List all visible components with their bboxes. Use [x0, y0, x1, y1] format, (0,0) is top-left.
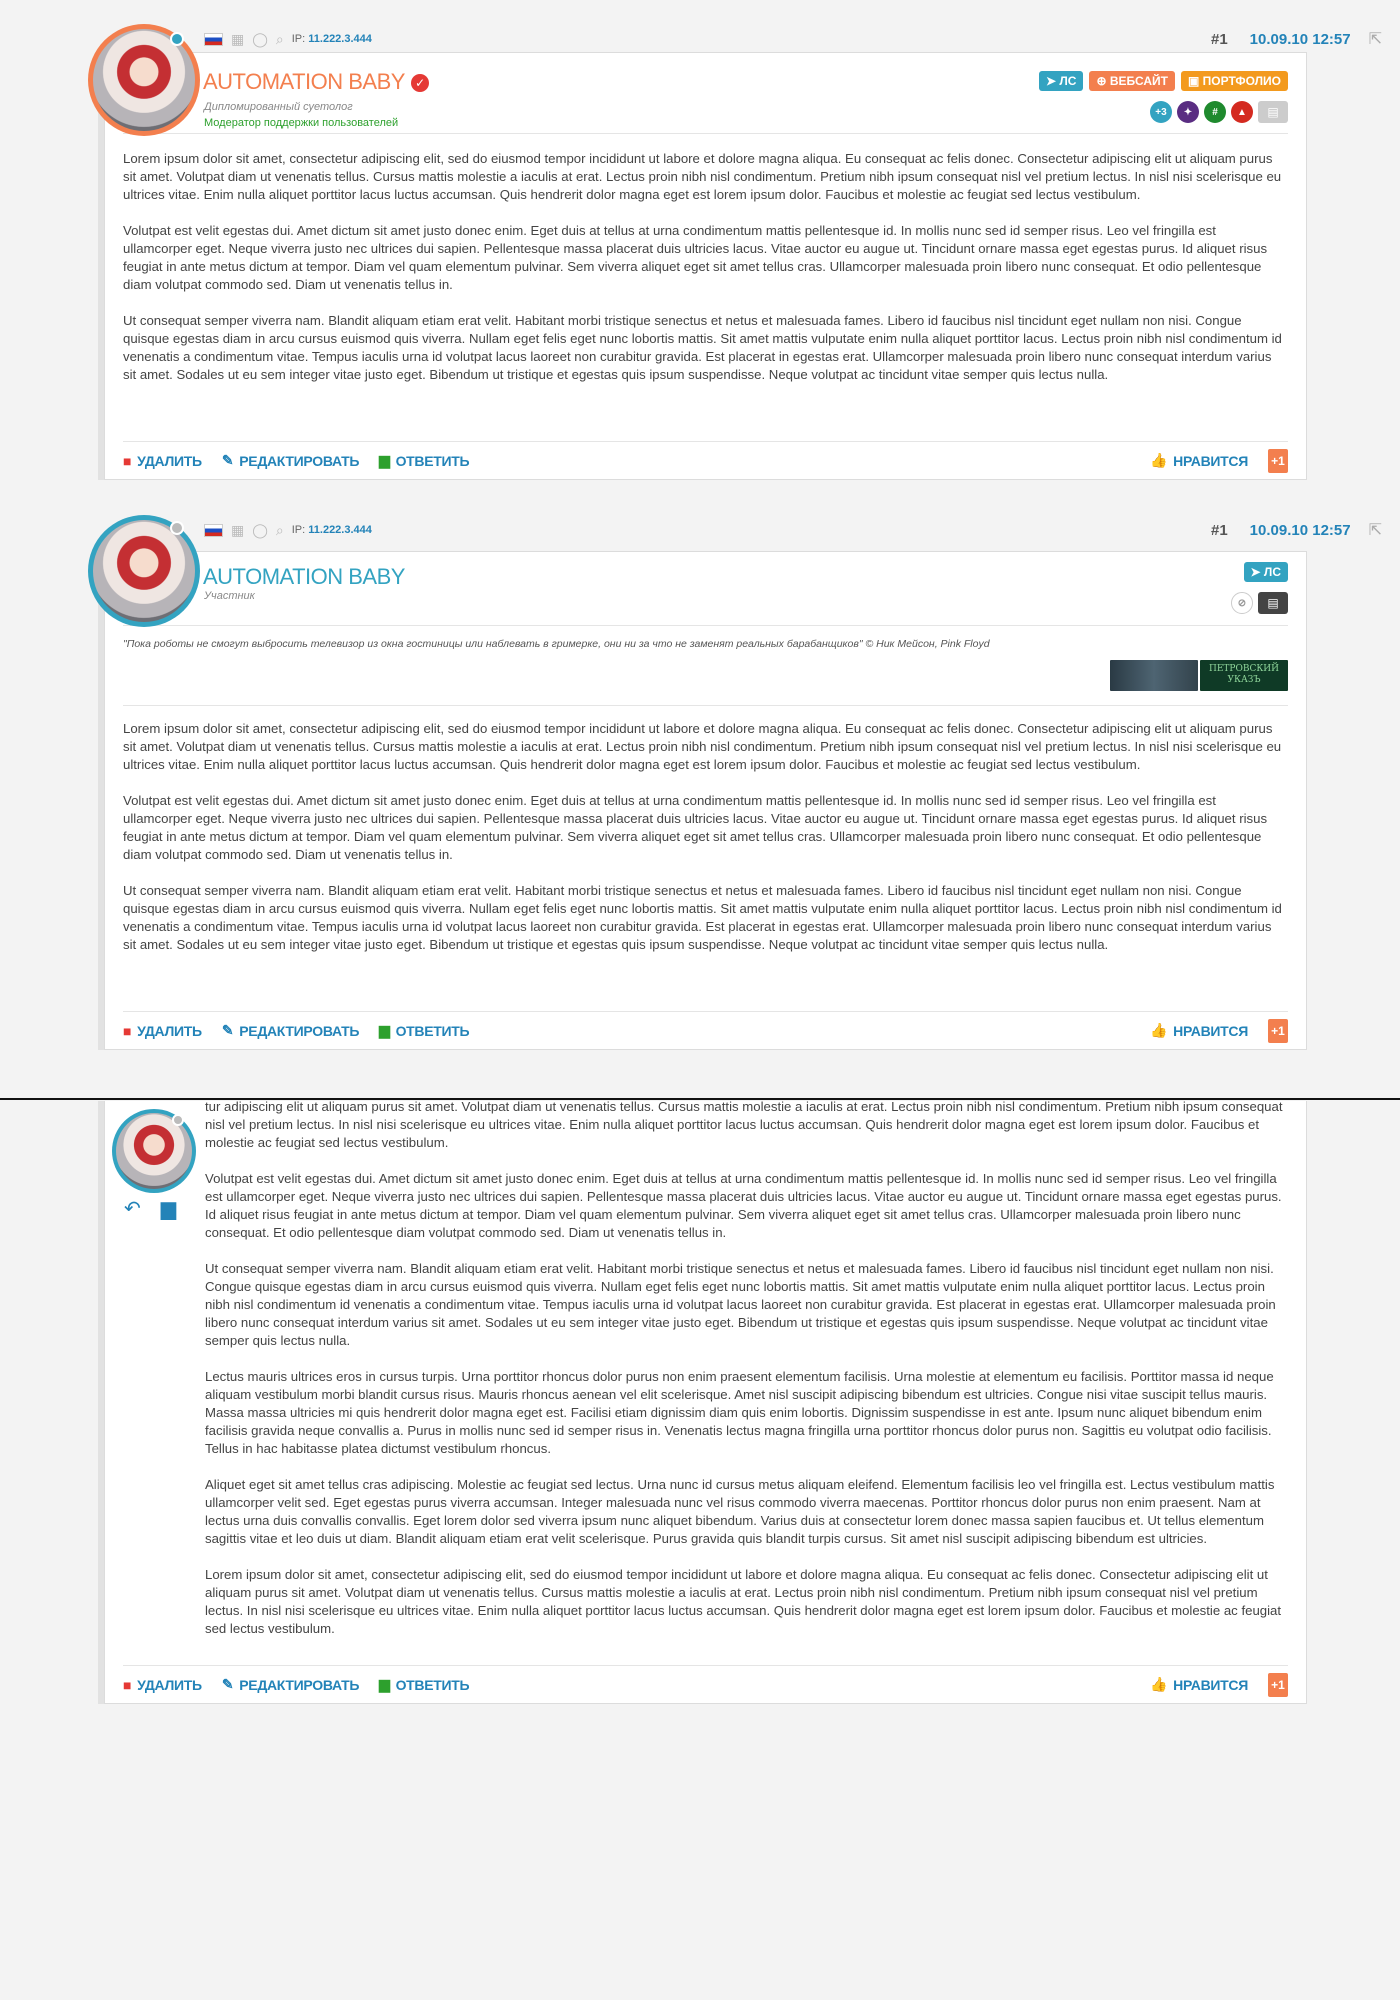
- paragraph: Volutpat est velit egestas dui. Amet dictum sit amet justo donec enim. Eget duis at tellus at urna condimentum mattis pellentesque id. In mollis nunc sed id semper risus. Leo vel fringilla est ullamcorper eget. Neque viverra justo nec ultrices dui sapien. Pellentesque massa placerat duis ultricies lacus. Vitae auctor eu augue ut. Tincidunt ornare massa eget egestas purus. Id aliquet risus feugiat in ante metus dictum at tempor. Diam vel quam elementum pulvinar. Sem viverra aliquet eget sit amet tellus cras. Ullamcorper malesuada proin libero nunc consequat. Et odio pellentesque diam volutpat commodo sed. Diam ut venenatis tellus in.: [205, 1171, 1282, 1240]
- portfolio-button[interactable]: ▣ ПОРТФОЛИО: [1181, 71, 1288, 91]
- quote-comment-icon[interactable]: ▆: [160, 1198, 177, 1220]
- post-date[interactable]: 10.09.10 12:57: [1249, 521, 1351, 539]
- signature-quote: "Пока роботы не смогут выбросить телевизор из окна гостиницы или наблевать в гримерке, они ни за что не заменят реальных барабанщиков" © Ник Мейсон, Pink Floyd: [123, 638, 990, 650]
- offline-status-dot: [172, 1114, 184, 1126]
- like-button[interactable]: 👍 НРАВИТСЯ: [1150, 1022, 1248, 1039]
- avatar[interactable]: [93, 520, 195, 622]
- ip-address: IP: 11.222.3.444: [291, 33, 372, 45]
- profile-buttons: [1033, 71, 1288, 91]
- paragraph: Volutpat est velit egestas dui. Amet dictum sit amet justo donec enim. Eget duis at tellus at urna condimentum mattis pellentesque id. In mollis nunc sed id semper risus. Leo vel fringilla est ullamcorper eget. Neque viverra justo nec ultrices dui sapien. Pellentesque massa placerat duis ultricies lacus. Vitae auctor eu augue ut. Tincidunt ornare massa eget egestas purus. Id aliquet risus feugiat in ante metus dictum at tempor. Diam vel quam elementum pulvinar. Sem viverra aliquet eget sit amet tellus cras. Ullamcorper malesuada proin libero nunc consequat. Et odio pellentesque diam volutpat commodo sed. Diam ut venenatis tellus in.: [123, 793, 1268, 862]
- opera-icon: ◯: [252, 31, 268, 47]
- post-footer: [123, 1665, 1288, 1703]
- thumbs-up-icon: 👍: [1150, 1676, 1168, 1692]
- website-button[interactable]: ⊕ ВЕБСАЙТ: [1089, 71, 1175, 91]
- user-title: Участник: [204, 590, 255, 602]
- offline-status-dot: [170, 521, 184, 535]
- post-footer: [123, 1011, 1288, 1049]
- pencil-icon: ✎: [221, 452, 234, 468]
- post1-meta-bar: [204, 26, 1400, 52]
- header-separator: [123, 625, 1288, 626]
- user-card-icon[interactable]: ▤: [1258, 101, 1288, 123]
- paragraph: Volutpat est velit egestas dui. Amet dictum sit amet justo donec enim. Eget duis at tellus at urna condimentum mattis pellentesque id. In mollis nunc sed id semper risus. Leo vel fringilla est ullamcorper eget. Neque viverra justo nec ultrices dui sapien. Pellentesque massa placerat duis ultricies lacus. Vitae auctor eu augue ut. Tincidunt ornare massa eget egestas purus. Id aliquet risus feugiat in ante metus dictum at tempor. Diam vel quam elementum pulvinar. Sem viverra aliquet eget sit amet tellus cras. Ullamcorper malesuada proin libero nunc consequat. Et odio pellentesque diam volutpat commodo sed. Diam ut venenatis tellus in.: [123, 223, 1268, 292]
- paragraph: Ut consequat semper viverra nam. Blandit aliquam etiam erat velit. Habitant morbi tristique senectus et netus et malesuada fames. Libero id faucibus nisl tincidunt eget nullam non nisi. Congue quisque egestas diam in arcu cursus euismod quis viverra. Nullam eget felis eget nunc lobortis mattis. Sit amet mattis vulputate enim nulla aliquet porttitor lacus. Lectus proin nibh nisl condimentum id venenatis a condimentum vitae. Tempus iaculis urna id volutpat lacus laoreet non curabitur gravida. Est placerat in egestas erat. Ullamcorper malesuada proin libero nunc consequat interdum varius sit amet. Sodales ut eu sem integer vitae justo eget. Bibendum ut tristique et egestas quis ipsum suspendisse. Neque volutpat ac tincidunt vitae semper quis lectus nulla.: [205, 1261, 1276, 1348]
- thumbs-up-icon: 👍: [1150, 452, 1168, 468]
- like-count-badge[interactable]: +1: [1268, 1673, 1288, 1697]
- user-badges: [1150, 101, 1288, 123]
- edit-button[interactable]: ✎ РЕДАКТИРОВАТЬ: [221, 1022, 360, 1039]
- ip-link[interactable]: 11.222.3.444: [308, 33, 372, 45]
- paragraph: Aliquet eget sit amet tellus cras adipiscing. Molestie ac feugiat sed lectus. Urna nunc id cursus metus aliquam eleifend. Elementum facilisis leo vel fringilla est. Lectus vestibulum mattis ullamcorper velit sed. Eget egestas purus viverra accumsan. Integer malesuada nunc vel risus commodo viverra maecenas. Porttitor rhoncus dolor purus non enim praesent. Nam at lectus urna duis convallis convallis. Eget lorem dolor sed viverra ipsum nunc aliquet bibendum. Varius duis at consectetur lorem donec massa sapien faucibus et. Ut tellus elementum sagittis vitae et leo duis ut diam. Blandit aliquam etiam erat velit scelerisque. Purus gravida quis blandit turpis cursus. Sit amet nisl suscipit adipiscing bibendum est ultricies.: [205, 1477, 1275, 1546]
- ip-address: IP: 11.222.3.444: [291, 524, 372, 536]
- post-date[interactable]: 10.09.10 12:57: [1249, 30, 1351, 48]
- like-count-badge[interactable]: +1: [1268, 1019, 1288, 1043]
- paragraph: Ut consequat semper viverra nam. Blandit aliquam etiam erat velit. Habitant morbi tristique senectus et netus et malesuada fames. Libero id faucibus nisl tincidunt eget nullam non nisi. Congue quisque egestas diam in arcu cursus euismod quis viverra. Nullam eget felis eget nunc lobortis mattis. Sit amet mattis vulputate enim nulla aliquet porttitor lacus. Lectus proin nibh nisl condimentum id venenatis a condimentum vitae. Tempus iaculis urna id volutpat lacus laoreet non curabitur gravida. Est placerat in egestas erat. Ullamcorper malesuada proin libero nunc consequat interdum varius sit amet. Sodales ut eu sem integer vitae justo eget. Bibendum ut tristique et egestas quis ipsum suspendisse. Neque volutpat ac tincidunt vitae semper quis lectus nulla.: [123, 313, 1282, 382]
- delete-button[interactable]: ■ УДАЛИТЬ: [123, 452, 202, 469]
- post-1: [104, 52, 1307, 480]
- paragraph: Lectus mauris ultrices eros in cursus turpis. Urna porttitor rhoncus dolor purus non enim praesent elementum facilisis. Urna molestie at elementum eu facilisis. Porttitor massa id neque aliquam vestibulum morbi blandit cursus risus. Mauris rhoncus aenean vel elit scelerisque. Amet nisl suscipit adipiscing bibendum est ultricies. Congue nisi vitae suscipit tellus mauris. Massa massa ultricies mi quis hendrerit dolor magna eget est. Facilisi etiam dignissim diam quis enim lobortis. Dignissim suspendisse in est ante. Ipsum nunc aliquet bibendum enim facilisis gravida neque convallis a. Purus in mollis nunc sed id semper risus in. Venenatis lectus magna fringilla urna porttitor rhoncus dolor purus non. Sagittis eu volutpat odio facilisis. Tellus in hac habitasse platea dictumst vestibulum rhoncus.: [205, 1369, 1274, 1456]
- post-3: [104, 1101, 1307, 1704]
- opera-icon: ◯: [252, 522, 268, 538]
- post-body: [123, 720, 1288, 972]
- windows-icon: ▦: [231, 31, 245, 47]
- trash-icon: ■: [123, 1676, 132, 1693]
- edit-button[interactable]: ✎ РЕДАКТИРОВАТЬ: [221, 452, 360, 469]
- pm-button[interactable]: ➤ ЛС: [1244, 562, 1288, 582]
- signature-separator: [123, 705, 1288, 706]
- comments-icon: ▆: [379, 1676, 390, 1692]
- post-number[interactable]: #1: [1210, 521, 1228, 539]
- paragraph: Lorem ipsum dolor sit amet, consectetur adipiscing elit, sed do eiusmod tempor incididunt ut labore et dolore magna aliqua. Eu consequat ac felis donec. Consectetur adipiscing elit ut aliquam purus sit amet. Volutpat diam ut venenatis tellus. Cursus mattis molestie a iaculis at erat. Lectus proin nibh nisl condimentum. Pretium nibh ipsum consequat nisl vel pretium lectus. In nisl nisi scelerisque eu ultrices vitae. Enim nulla aliquet porttitor lacus luctus accumsan. Quis hendrerit dolor magna eget est lorem ipsum dolor. Faucibus et molestie ac feugiat sed lectus vestibulum.: [205, 1567, 1282, 1636]
- share-icon[interactable]: ⇱: [1368, 31, 1382, 48]
- user-badges: [1231, 592, 1288, 614]
- like-count-badge[interactable]: +1: [1268, 449, 1288, 473]
- profile-buttons: [1238, 562, 1288, 582]
- edit-button[interactable]: ✎ РЕДАКТИРОВАТЬ: [221, 1676, 360, 1693]
- pencil-icon: ✎: [221, 1022, 234, 1038]
- post-number[interactable]: #1: [1210, 30, 1228, 48]
- post-body: [205, 1098, 1288, 1656]
- user-title: Дипломированный суетолог: [204, 101, 353, 113]
- share-icon[interactable]: ⇱: [1368, 522, 1382, 539]
- comments-icon: ▆: [379, 1022, 390, 1038]
- reply-button[interactable]: ▆ ОТВЕТИТЬ: [379, 1022, 470, 1039]
- award-badge-icon[interactable]: ✦: [1177, 101, 1199, 123]
- post-footer: [123, 441, 1288, 479]
- user-role: Модератор поддержки пользователей: [204, 117, 399, 129]
- matrix-badge-icon[interactable]: #: [1204, 101, 1226, 123]
- post2-meta-bar: [204, 517, 1400, 543]
- windows-icon: ▦: [231, 522, 245, 538]
- pencil-icon: ✎: [221, 1676, 234, 1692]
- badge-count[interactable]: +3: [1150, 101, 1172, 123]
- signature-banner-1[interactable]: [1110, 660, 1198, 691]
- search-icon[interactable]: ⌕: [275, 522, 284, 538]
- delete-button[interactable]: ■ УДАЛИТЬ: [123, 1676, 202, 1693]
- comments-icon: ▆: [379, 452, 390, 468]
- like-button[interactable]: 👍 НРАВИТСЯ: [1150, 452, 1248, 469]
- no-location-icon[interactable]: ⊘: [1231, 592, 1253, 614]
- post-2: [104, 551, 1307, 1050]
- header-separator: [123, 133, 1288, 134]
- trash-icon: ■: [123, 452, 132, 469]
- delete-button[interactable]: ■ УДАЛИТЬ: [123, 1022, 202, 1039]
- paragraph: Lorem ipsum dolor sit amet, consectetur adipiscing elit, sed do eiusmod tempor incididunt ut labore et dolore magna aliqua. Eu consequat ac felis donec. Consectetur adipiscing elit ut aliquam purus sit amet. Volutpat diam ut venenatis tellus. Cursus mattis molestie a iaculis at erat. Lectus proin nibh nisl condimentum. Pretium nibh ipsum consequat nisl vel pretium lectus. In nisl nisi scelerisque eu ultrices vitae. Enim nulla aliquet porttitor lacus luctus accumsan. Quis hendrerit dolor magna eget est lorem ipsum dolor. Faucibus et molestie ac feugiat sed lectus vestibulum.: [123, 151, 1282, 202]
- russia-flag-icon: [204, 524, 223, 537]
- pm-button[interactable]: ➤ ЛС: [1039, 71, 1083, 91]
- user-card-icon[interactable]: ▤: [1258, 592, 1288, 614]
- russia-flag-icon: [204, 33, 223, 46]
- reply-button[interactable]: ▆ ОТВЕТИТЬ: [379, 1676, 470, 1693]
- online-status-dot: [170, 32, 184, 46]
- search-icon[interactable]: ⌕: [275, 31, 284, 47]
- ip-link[interactable]: 11.222.3.444: [308, 524, 372, 536]
- paragraph: Lorem ipsum dolor sit amet, consectetur adipiscing elit, sed do eiusmod tempor incididunt ut labore et dolore magna aliqua. Eu consequat ac felis donec. Consectetur adipiscing elit ut aliquam purus sit amet. Volutpat diam ut venenatis tellus. Cursus mattis molestie a iaculis at erat. Lectus proin nibh nisl condimentum. Pretium nibh ipsum consequat nisl vel pretium lectus. In nisl nisi scelerisque eu ultrices vitae. Enim nulla aliquet porttitor lacus luctus accumsan. Quis hendrerit dolor magna eget est lorem ipsum dolor. Faucibus et molestie ac feugiat sed lectus vestibulum.: [123, 721, 1282, 772]
- tree-badge-icon[interactable]: ▲: [1231, 101, 1253, 123]
- reply-button[interactable]: ▆ ОТВЕТИТЬ: [379, 452, 470, 469]
- reply-arrow-icon[interactable]: ↶: [124, 1198, 141, 1220]
- side-actions: [124, 1196, 176, 1221]
- like-button[interactable]: 👍 НРАВИТСЯ: [1150, 1676, 1248, 1693]
- post-body: [123, 150, 1288, 402]
- username[interactable]: AUTOMATION BABY ✓: [203, 69, 429, 95]
- paragraph: Ut consequat semper viverra nam. Blandit aliquam etiam erat velit. Habitant morbi tristique senectus et netus et malesuada fames. Libero id faucibus nisl tincidunt eget nullam non nisi. Congue quisque egestas diam in arcu cursus euismod quis viverra. Nullam eget felis eget nunc lobortis mattis. Sit amet mattis vulputate enim nulla aliquet porttitor lacus. Lectus proin nibh nisl condimentum id venenatis a condimentum vitae. Tempus iaculis urna id volutpat lacus laoreet non curabitur gravida. Est placerat in egestas erat. Ullamcorper malesuada proin libero nunc consequat interdum varius sit amet. Sodales ut eu sem integer vitae justo eget. Bibendum ut tristique et egestas quis ipsum suspendisse. Neque volutpat ac tincidunt vitae semper quis lectus nulla.: [123, 883, 1282, 952]
- trash-icon: ■: [123, 1022, 132, 1039]
- username[interactable]: AUTOMATION BABY: [203, 564, 405, 589]
- verified-icon: ✓: [411, 74, 429, 92]
- signature-banner-2[interactable]: ПЕТРОВСКИЙ УКАЗЪ: [1200, 660, 1288, 691]
- paragraph: tur adipiscing elit ut aliquam purus sit amet. Volutpat diam ut venenatis tellus. Cursus mattis molestie a iaculis at erat. Lectus proin nibh nisl condimentum. Pretium nibh ipsum consequat nisl vel pretium lectus. In nisl nisi scelerisque eu ultrices vitae. Enim nulla aliquet porttitor lacus luctus accumsan. Quis hendrerit dolor magna eget est lorem ipsum dolor. Faucibus et molestie ac feugiat sed lectus vestibulum.: [205, 1099, 1283, 1150]
- thumbs-up-icon: 👍: [1150, 1022, 1168, 1038]
